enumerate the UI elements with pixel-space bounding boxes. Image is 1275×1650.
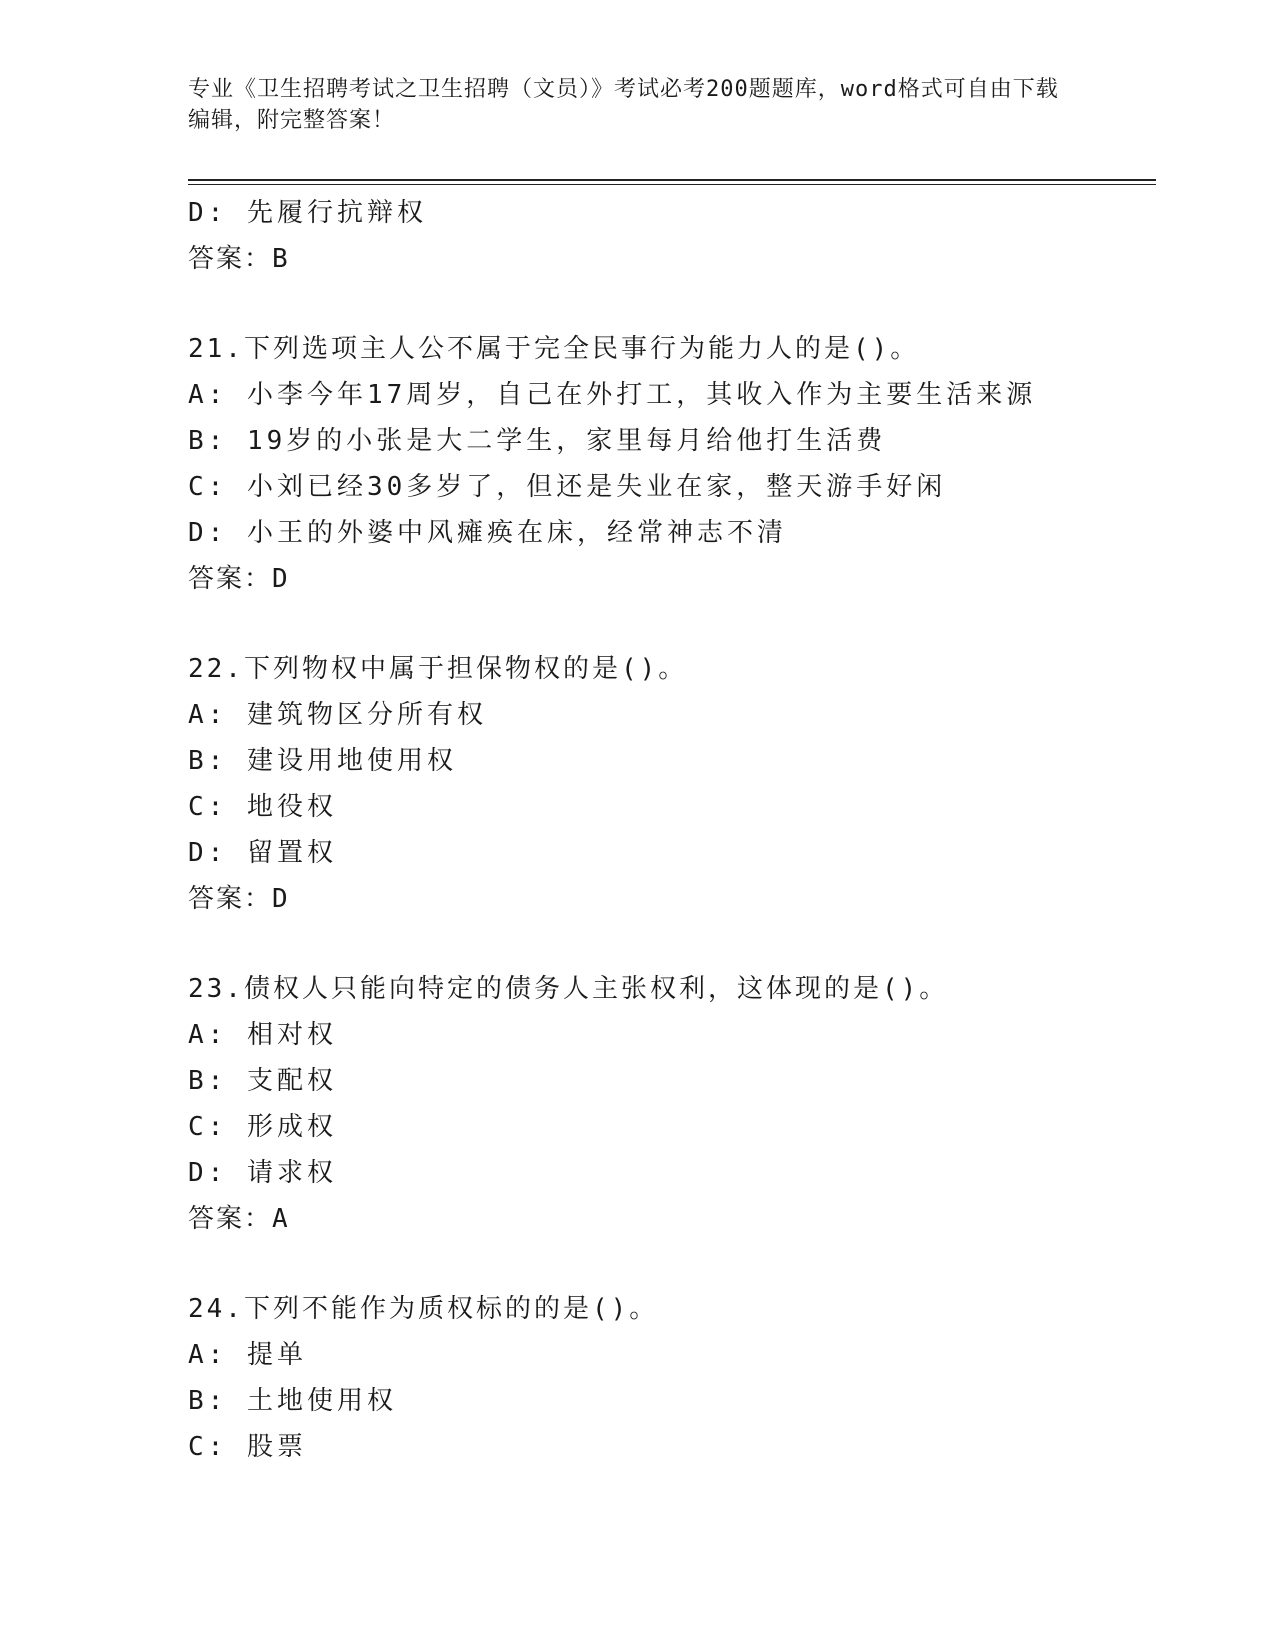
answer-label: 答案： <box>188 884 273 914</box>
option-a: A: 提单 <box>188 1340 307 1370</box>
answer-value: A <box>272 1204 290 1234</box>
option-b: B: 土地使用权 <box>188 1386 397 1416</box>
option-a: A: 小李今年17周岁，自己在外打工，其收入作为主要生活来源 <box>188 380 1037 410</box>
answer-label: 答案： <box>188 244 273 274</box>
question-stem: 21.下列选项主人公不属于完全民事行为能力人的是()。 <box>188 334 920 364</box>
option-b: B: 支配权 <box>188 1066 337 1096</box>
answer-value: D <box>272 564 290 594</box>
option-c: C: 股票 <box>188 1432 307 1462</box>
answer-line <box>188 876 1156 922</box>
spacer <box>188 1242 1156 1286</box>
option-d: D: 留置权 <box>188 838 337 868</box>
answer-value: D <box>272 884 290 914</box>
answer-line <box>188 1196 1156 1242</box>
option-d: D: 先履行抗辩权 <box>188 198 427 228</box>
question-stem: 24.下列不能作为质权标的的是()。 <box>188 1294 659 1324</box>
header-divider <box>188 179 1156 185</box>
spacer <box>188 922 1156 966</box>
answer-line <box>188 556 1156 602</box>
spacer <box>188 282 1156 326</box>
answer-label: 答案： <box>188 1204 273 1234</box>
option-a: A: 相对权 <box>188 1020 337 1050</box>
option-b: B: 19岁的小张是大二学生，家里每月给他打生活费 <box>188 426 887 456</box>
question-list <box>188 190 1156 1470</box>
option-b: B: 建设用地使用权 <box>188 746 457 776</box>
option-c: C: 地役权 <box>188 792 337 822</box>
document-header: 专业《卫生招聘考试之卫生招聘（文员）》考试必考200题题库，word格式可自由下载编辑，附完整答案！ <box>188 77 1059 133</box>
option-c: C: 小刘已经30多岁了，但还是失业在家，整天游手好闲 <box>188 472 947 502</box>
answer-value: B <box>272 244 290 274</box>
spacer <box>188 602 1156 646</box>
option-c: C: 形成权 <box>188 1112 337 1142</box>
option-a: A: 建筑物区分所有权 <box>188 700 487 730</box>
option-d: D: 小王的外婆中风瘫痪在床，经常神志不清 <box>188 518 787 548</box>
question-stem: 23.债权人只能向特定的债务人主张权利，这体现的是()。 <box>188 974 949 1004</box>
question-stem: 22.下列物权中属于担保物权的是()。 <box>188 654 688 684</box>
answer-label: 答案： <box>188 564 273 594</box>
answer-line <box>188 236 1156 282</box>
option-d: D: 请求权 <box>188 1158 337 1188</box>
